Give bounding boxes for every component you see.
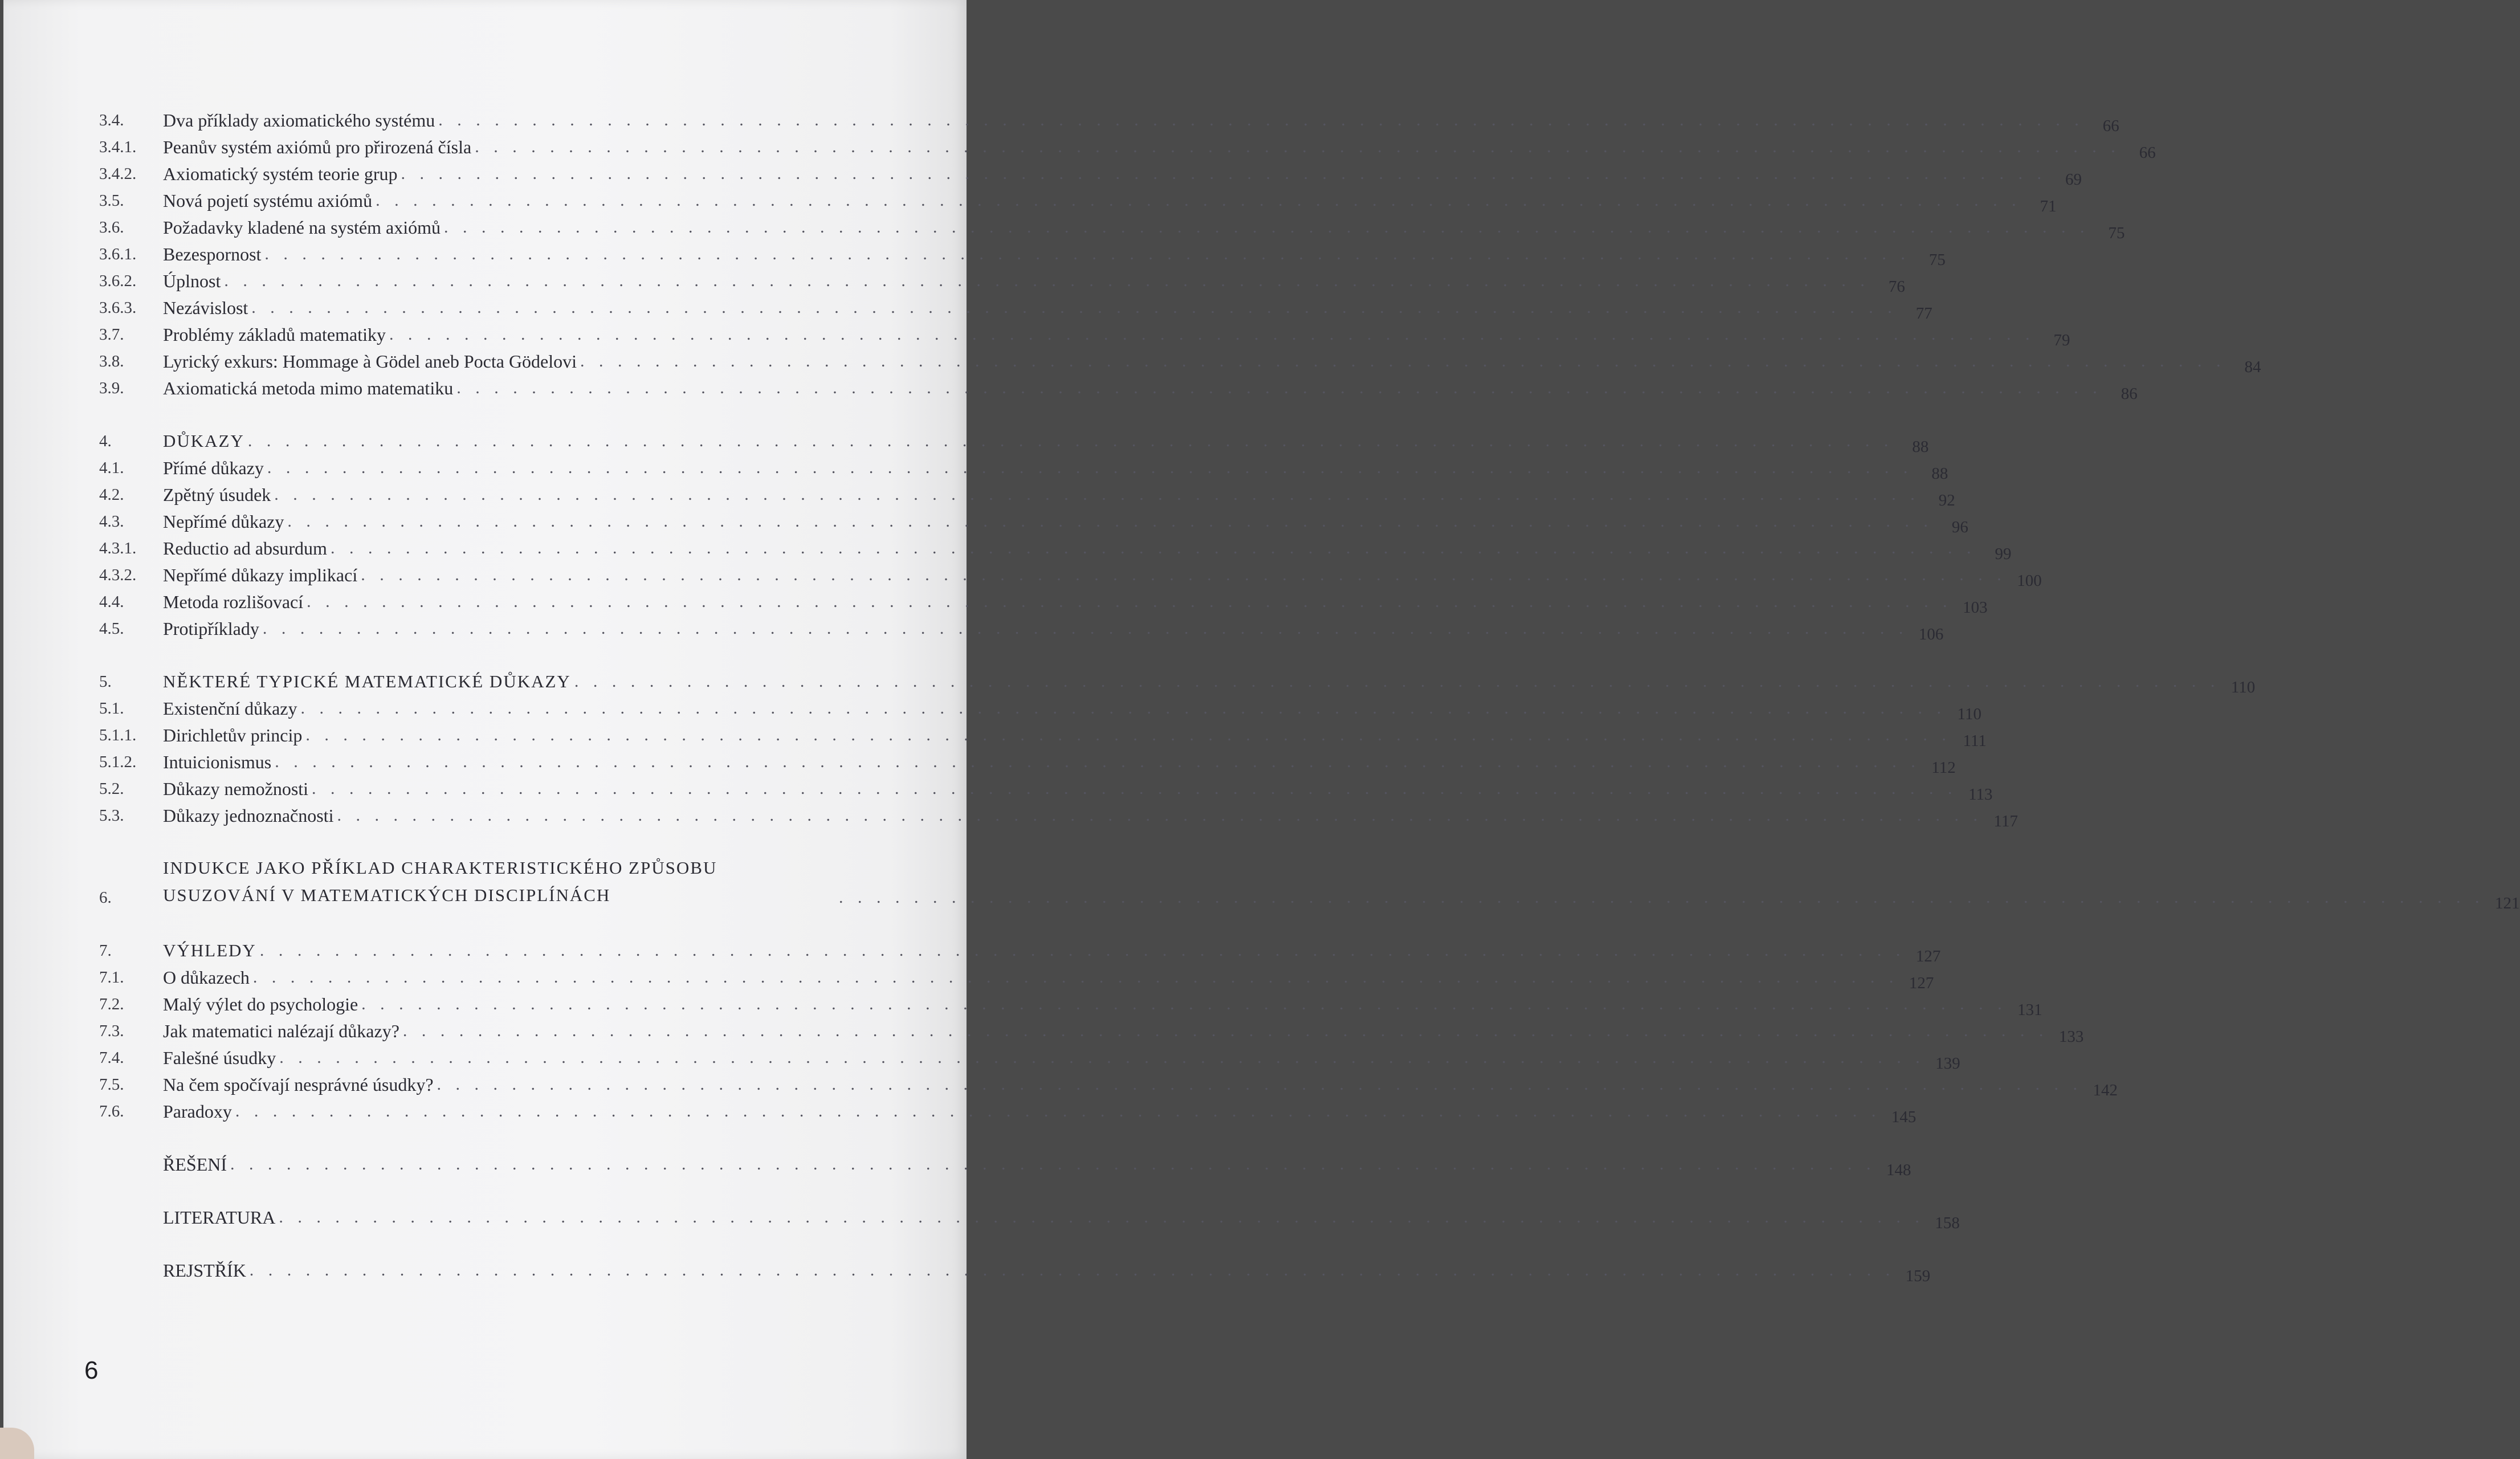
dot-leader: . . . . . . . . . . . . . . . . . . . . . . . . . . . . . . . . . . . . . . . . . . . . . . . . . . . . . . . . . . . . . . . . . . . . . . . . . . . . . . . . . . . . . . . . — [279, 1208, 1924, 1226]
entry-number: 5.1.1. — [99, 726, 137, 744]
toc-entry — [99, 292, 1932, 323]
toc-section — [99, 426, 2042, 643]
entry-page: 121 — [2495, 894, 2520, 912]
entry-page: 100 — [2017, 572, 2042, 590]
dot-leader: . . . . . . . . . . . . . . . . . . . . . . . . . . . . . . . . . . . . . . . . . . . . . . . . . . . . . . . . . . . . . . . . . . . . . . . . . . . . . . . . . . . . . . . . — [274, 485, 1920, 504]
entry-number: 3.4.2. — [99, 165, 137, 183]
entry-number: 4.2. — [99, 486, 124, 504]
entry-title: Problémy základů matematiky — [163, 324, 386, 345]
dot-leader: . . . . . . . . . . . . . . . . . . . . . . . . . . . . . . . . . . . . . . . . . . . . . . . . . . . . . . . . . . . . . . . . . . . . . . . . . . . . . . . . . . . . . . . . — [275, 752, 1920, 771]
entry-title: Jak matematici nalézají důkazy? — [163, 1021, 399, 1041]
toc-section — [99, 1202, 1960, 1232]
dot-leader: . . . . . . . . . . . . . . . . . . . . . . . . . . . . . . . . . . . . . . . . . . . . . . . . . . . . . . . . . . . . . . . . . . . . . . . . . . . . . . . . . . . . . . . . — [262, 619, 1909, 638]
entry-number: 3.6.1. — [99, 245, 137, 263]
entry-page: 133 — [2058, 1028, 2084, 1046]
entry-title: Metoda rozlišovací — [163, 592, 304, 612]
entry-title: Nová pojetí systému axiómů — [163, 190, 373, 211]
toc-entry — [99, 453, 1948, 483]
toc-entry — [99, 1255, 1931, 1285]
dot-leader: . . . . . . . . . . . . . . . . . . . . . . . . . . . . . . . . . . . . . . . . . . . . . . . . . . . . . . . . . . . . . . . . . . . . . . . . . . . . . . . . . . . . . . . . — [443, 218, 2090, 237]
entry-number: 3.9. — [99, 379, 124, 397]
entry-title: DŮKAZY — [163, 431, 244, 451]
dot-leader: . . . . . . . . . . . . . . . . . . . . . . . . . . . . . . . . . . . . . . . . . . . . . . . . . . . . . . . . . . . . . . . . . . . . . . . . . . . . . . . . . . . . . . . . — [475, 137, 2121, 156]
entry-title: Axiomatický systém teorie grup — [163, 164, 398, 184]
entry-number: 5.2. — [99, 780, 124, 798]
entry-number: 7.4. — [99, 1049, 124, 1067]
entry-page: 103 — [1963, 598, 1988, 617]
dot-leader: . . . . . . . . . . . . . . . . . . . . . . . . . . . . . . . . . . . . . . . . . . . . . . . . . . . . . . . . . . . . . . . . . . . . . . . . . . . . . . . . . . . . . . . . — [249, 1261, 1895, 1279]
dot-leader: . . . . . . . . . . . . . . . . . . . . . . . . . . . . . . . . . . . . . . . . . . . . . . . . . . . . . . . . . . . . . . . . . . . . . . . . . . . . . . . . . . . . . . . . — [307, 592, 1952, 611]
table-of-contents — [99, 105, 2520, 1308]
dot-leader: . . . . . . . . . . . . . . . . . . . . . . . . . . . . . . . . . . . . . . . . . . . . . . . . . . . . . . . . . . . . . . . . . . . . . . . . . . . . . . . . . . . . . . . . — [287, 512, 1933, 531]
dot-leader: . . . . . . . . . . . . . . . . . . . . . . . . . . . . . . . . . . . . . . . . . . . . . . . . . . . . . . . . . . . . . . . . . . . . . . . . . . . . . . . . . . . . . . . . — [361, 565, 2007, 584]
dot-leader: . . . . . . . . . . . . . . . . . . . . . . . . . . . . . . . . . . . . . . . . . . . . . . . . . . . . . . . . . . . . . . . . . . . . . . . . . . . . . . . . . . . . . . . . — [312, 779, 1958, 798]
entry-page: 113 — [1968, 785, 1993, 804]
entry-number: 6. — [99, 889, 112, 907]
entry-title: Axiomatická metoda mimo matematiku — [163, 378, 454, 398]
entry-number: 5.1.2. — [99, 753, 137, 771]
entry-title: Lyrický exkurs: Hommage à Gödel aneb Pocta Gödelovi — [163, 351, 577, 372]
entry-number: 7.3. — [99, 1022, 124, 1040]
dot-leader: . . . . . . . . . . . . . . . . . . . . . . . . . . . . . . . . . . . . . . . . . . . . . . . . . . . . . . . . . . . . . . . . . . . . . . . . . . . . . . . . . . . . . . . . — [252, 968, 1899, 987]
toc-entry — [99, 373, 2138, 403]
dot-leader: . . . . . . . . . . . . . . . . . . . . . . . . . . . . . . . . . . . . . . . . . . . . . . . . . . . . . . . . . . . . . . . . . . . . . . . . . . . . . . . . . . . . . . . . — [402, 1021, 2049, 1040]
entry-page: 142 — [2093, 1081, 2118, 1099]
toc-entry — [99, 239, 1946, 269]
entry-title: LITERATURA — [163, 1207, 276, 1228]
toc-entry — [99, 773, 1993, 804]
entry-title: Dva příklady axiomatického systému — [163, 110, 435, 131]
entry-page: 127 — [1915, 947, 1941, 965]
toc-entry — [99, 1096, 1916, 1126]
entry-title: Bezespornost — [163, 244, 262, 264]
entry-title: REJSTŘÍK — [163, 1260, 246, 1281]
dot-leader: . . . . . . . . . . . . . . . . . . . . . . . . . . . . . . . . . . . . . . . . . . . . . . . . . . . . . . . . . . . . . . . . . . . . . . . . . . . . . . . . . . . . . . . . — [839, 888, 2485, 907]
dot-leader: . . . . . . . . . . . . . . . . . . . . . . . . . . . . . . . . . . . . . . . . . . . . . . . . . . . . . . . . . . . . . . . . . . . . . . . . . . . . . . . . . . . . . . . . — [376, 191, 2021, 210]
entry-number: 3.5. — [99, 191, 124, 210]
entry-title: VÝHLEDY — [163, 940, 256, 960]
toc-entry — [99, 479, 1955, 510]
dot-leader: . . . . . . . . . . . . . . . . . . . . . . . . . . . . . . . . . . . . . . . . . . . . . . . . . . . . . . . . . . . . . . . . . . . . . . . . . . . . . . . . . . . . . . . . — [574, 672, 2220, 691]
toc-entry — [99, 962, 1934, 992]
toc-section — [99, 105, 2261, 403]
entry-page: 71 — [2040, 197, 2057, 215]
toc-entry — [99, 666, 2256, 696]
entry-number: 5.1. — [99, 699, 124, 718]
dot-leader: . . . . . . . . . . . . . . . . . . . . . . . . . . . . . . . . . . . . . . . . . . . . . . . . . . . . . . . . . . . . . . . . . . . . . . . . . . . . . . . . . . . . . . . . — [437, 1075, 2083, 1094]
entry-page: 76 — [1888, 278, 1905, 296]
toc-entry — [99, 1069, 2118, 1099]
entry-page: 86 — [2121, 385, 2138, 403]
toc-entry — [99, 613, 1944, 643]
toc-entry — [99, 1016, 2084, 1046]
entry-page: 66 — [2139, 144, 2156, 162]
dot-leader: . . . . . . . . . . . . . . . . . . . . . . . . . . . . . . . . . . . . . . . . . . . . . . . . . . . . . . . . . . . . . . . . . . . . . . . . . . . . . . . . . . . . . . . . — [251, 298, 1897, 317]
entry-page: 111 — [1963, 732, 1987, 750]
dot-leader: . . . . . . . . . . . . . . . . . . . . . . . . . . . . . . . . . . . . . . . . . . . . . . . . . . . . . . . . . . . . . . . . . . . . . . . . . . . . . . . . . . . . . . . . — [401, 164, 2046, 183]
entry-page: 79 — [2053, 331, 2070, 349]
entry-number: 7.5. — [99, 1075, 124, 1094]
book-page — [3, 0, 2520, 1459]
entry-number: 7. — [99, 942, 112, 960]
entry-page: 77 — [1915, 304, 1932, 323]
entry-number: 4.3. — [99, 512, 124, 531]
entry-title: O důkazech — [163, 967, 250, 988]
entry-number: 3.4.1. — [99, 138, 137, 156]
toc-entry — [99, 1042, 1960, 1073]
entry-number: 3.4. — [99, 111, 124, 129]
entry-page: 99 — [1995, 545, 2012, 563]
entry-title: Důkazy jednoznačnosti — [163, 805, 334, 826]
dot-leader: . . . . . . . . . . . . . . . . . . . . . . . . . . . . . . . . . . . . . . . . . . . . . . . . . . . . . . . . . . . . . . . . . . . . . . . . . . . . . . . . . . . . . . . . — [305, 726, 1951, 744]
entry-title: Přímé důkazy — [163, 458, 264, 478]
entry-number: 3.6.2. — [99, 272, 137, 290]
entry-number: 3.7. — [99, 325, 124, 344]
dot-leader: . . . . . . . . . . . . . . . . . . . . . . . . . . . . . . . . . . . . . . . . . . . . . . . . . . . . . . . . . . . . . . . . . . . . . . . . . . . . . . . . . . . . . . . . — [279, 1048, 1925, 1067]
dot-leader: . . . . . . . . . . . . . . . . . . . . . . . . . . . . . . . . . . . . . . . . . . . . . . . . . . . . . . . . . . . . . . . . . . . . . . . . . . . . . . . . . . . . . . . . — [259, 941, 1906, 960]
toc-entry — [99, 1202, 1960, 1232]
entry-page: 110 — [1957, 705, 1981, 723]
toc-entry — [99, 158, 2082, 189]
entry-title: INDUKCE JAKO PŘÍKLAD CHARAKTERISTICKÉHO ZPŮSOBU USUZOVÁNÍ V MATEMATICKÝCH DISCIPLÍNÁCH — [163, 858, 717, 905]
toc-section — [99, 853, 2520, 912]
entry-title: Malý výlet do psychologie — [163, 994, 358, 1014]
toc-entry — [99, 533, 2012, 563]
entry-number: 4.3.2. — [99, 566, 137, 584]
entry-title: Protipříklady — [163, 618, 259, 639]
entry-page: 92 — [1938, 491, 1955, 510]
entry-title: Falešné úsudky — [163, 1048, 276, 1068]
entry-page: 158 — [1935, 1214, 1960, 1232]
entry-title: Paradoxy — [163, 1101, 232, 1122]
entry-title: Existenční důkazy — [163, 698, 297, 719]
entry-number: 5.3. — [99, 806, 124, 825]
entry-page: 96 — [1951, 518, 1968, 536]
entry-page: 69 — [2065, 170, 2082, 189]
entry-page: 66 — [2102, 117, 2119, 135]
toc-entry — [99, 105, 2119, 135]
dot-leader: . . . . . . . . . . . . . . . . . . . . . . . . . . . . . . . . . . . . . . . . . . . . . . . . . . . . . . . . . . . . . . . . . . . . . . . . . . . . . . . . . . . . . . . . — [330, 539, 1976, 557]
toc-entry — [99, 266, 1905, 296]
toc-entry — [99, 720, 1987, 750]
dot-leader: . . . . . . . . . . . . . . . . . . . . . . . . . . . . . . . . . . . . . . . . . . . . . . . . . . . . . . . . . . . . . . . . . . . . . . . . . . . . . . . . . . . . . . . . — [300, 699, 1946, 718]
dot-leader: . . . . . . . . . . . . . . . . . . . . . . . . . . . . . . . . . . . . . . . . . . . . . . . . . . . . . . . . . . . . . . . . . . . . . . . . . . . . . . . . . . . . . . . . — [580, 352, 2226, 370]
entry-title: Na čem spočívají nesprávné úsudky? — [163, 1074, 434, 1095]
toc-entry — [99, 1149, 1911, 1179]
page-number: 6 — [84, 1356, 99, 1384]
toc-entry — [99, 853, 2520, 912]
toc-entry — [99, 560, 2042, 590]
toc-entry — [99, 935, 1941, 965]
entry-title: NĚKTERÉ TYPICKÉ MATEMATICKÉ DŮKAZY — [163, 671, 571, 691]
entry-title: Požadavky kladené na systém axiómů — [163, 217, 441, 238]
toc-section — [99, 935, 2118, 1126]
entry-page: 106 — [1918, 625, 1944, 643]
entry-title: Nepřímé důkazy — [163, 511, 284, 532]
toc-entry — [99, 426, 1929, 456]
dot-leader: . . . . . . . . . . . . . . . . . . . . . . . . . . . . . . . . . . . . . . . . . . . . . . . . . . . . . . . . . . . . . . . . . . . . . . . . . . . . . . . . . . . . . . . . — [267, 458, 1913, 477]
entry-page: 84 — [2244, 358, 2261, 376]
entry-page: 88 — [1931, 464, 1948, 483]
entry-title: ŘEŠENÍ — [163, 1154, 227, 1175]
toc-entry — [99, 800, 2018, 830]
entry-number: 7.1. — [99, 968, 124, 987]
entry-title: Důkazy nemožnosti — [163, 779, 309, 799]
entry-title: Dirichletův princip — [163, 725, 303, 745]
toc-section — [99, 1149, 1911, 1179]
entry-page: 117 — [1993, 812, 2018, 830]
entry-page: 112 — [1931, 759, 1956, 777]
entry-title: Nepřímé důkazy implikací — [163, 565, 358, 585]
dot-leader: . . . . . . . . . . . . . . . . . . . . . . . . . . . . . . . . . . . . . . . . . . . . . . . . . . . . . . . . . . . . . . . . . . . . . . . . . . . . . . . . . . . . . . . . — [361, 995, 2007, 1013]
entry-number: 4.3.1. — [99, 539, 137, 557]
toc-section — [99, 1255, 1931, 1285]
entry-page: 75 — [1928, 251, 1946, 269]
entry-title: Nezávislost — [163, 297, 248, 318]
entry-number: 4.4. — [99, 593, 124, 611]
entry-number: 3.6.3. — [99, 299, 137, 317]
toc-entry — [99, 693, 1981, 723]
dot-leader: . . . . . . . . . . . . . . . . . . . . . . . . . . . . . . . . . . . . . . . . . . . . . . . . . . . . . . . . . . . . . . . . . . . . . . . . . . . . . . . . . . . . . . . . — [264, 244, 1910, 263]
entry-page: 159 — [1905, 1267, 1931, 1285]
entry-title: Úplnost — [163, 271, 221, 291]
toc-entry — [99, 747, 1956, 777]
toc-entry — [99, 346, 2261, 376]
dot-leader: . . . . . . . . . . . . . . . . . . . . . . . . . . . . . . . . . . . . . . . . . . . . . . . . . . . . . . . . . . . . . . . . . . . . . . . . . . . . . . . . . . . . . . . . — [230, 1155, 1876, 1173]
entry-page: 145 — [1891, 1108, 1916, 1126]
dot-leader: . . . . . . . . . . . . . . . . . . . . . . . . . . . . . . . . . . . . . . . . . . . . . . . . . . . . . . . . . . . . . . . . . . . . . . . . . . . . . . . . . . . . . . . . — [224, 271, 1870, 290]
entry-number: 4.5. — [99, 620, 124, 638]
entry-number: 4.1. — [99, 459, 124, 477]
toc-entry — [99, 989, 2042, 1019]
entry-title: Peanův systém axiómů pro přirozená čísla — [163, 137, 472, 157]
entry-number: 7.2. — [99, 995, 124, 1013]
entry-number: 5. — [99, 673, 112, 691]
toc-entry — [99, 319, 2070, 349]
dot-leader: . . . . . . . . . . . . . . . . . . . . . . . . . . . . . . . . . . . . . . . . . . . . . . . . . . . . . . . . . . . . . . . . . . . . . . . . . . . . . . . . . . . . . . . . — [247, 431, 1894, 450]
entry-page: 88 — [1912, 438, 1929, 456]
entry-number: 3.6. — [99, 218, 124, 237]
toc-section — [99, 666, 2256, 830]
entry-page: 127 — [1909, 974, 1934, 992]
toc-entry — [99, 132, 2156, 162]
toc-entry — [99, 586, 1988, 617]
toc-entry — [99, 506, 1968, 536]
entry-page: 110 — [2231, 678, 2256, 696]
dot-leader: . . . . . . . . . . . . . . . . . . . . . . . . . . . . . . . . . . . . . . . . . . . . . . . . . . . . . . . . . . . . . . . . . . . . . . . . . . . . . . . . . . . . . . . . — [235, 1102, 1881, 1120]
entry-title: Intuicionismus — [163, 752, 272, 772]
dot-leader: . . . . . . . . . . . . . . . . . . . . . . . . . . . . . . . . . . . . . . . . . . . . . . . . . . . . . . . . . . . . . . . . . . . . . . . . . . . . . . . . . . . . . . . . — [337, 806, 1983, 825]
entry-page: 75 — [2108, 224, 2125, 242]
entry-number: 3.8. — [99, 352, 124, 370]
dot-leader: . . . . . . . . . . . . . . . . . . . . . . . . . . . . . . . . . . . . . . . . . . . . . . . . . . . . . . . . . . . . . . . . . . . . . . . . . . . . . . . . . . . . . . . . — [389, 325, 2035, 344]
entry-number: 7.6. — [99, 1102, 124, 1120]
entry-page: 148 — [1886, 1161, 1911, 1179]
entry-page: 131 — [2017, 1001, 2042, 1019]
dot-leader: . . . . . . . . . . . . . . . . . . . . . . . . . . . . . . . . . . . . . . . . . . . . . . . . . . . . . . . . . . . . . . . . . . . . . . . . . . . . . . . . . . . . . . . . — [456, 378, 2102, 397]
entry-title: Reductio ad absurdum — [163, 538, 327, 559]
dot-leader: . . . . . . . . . . . . . . . . . . . . . . . . . . . . . . . . . . . . . . . . . . . . . . . . . . . . . . . . . . . . . . . . . . . . . . . . . . . . . . . . . . . . . . . . — [438, 111, 2084, 129]
entry-number: 4. — [99, 432, 112, 450]
entry-title: Zpětný úsudek — [163, 484, 271, 505]
toc-entry — [99, 212, 2125, 242]
toc-entry — [99, 185, 2057, 215]
entry-page: 139 — [1935, 1054, 1960, 1073]
